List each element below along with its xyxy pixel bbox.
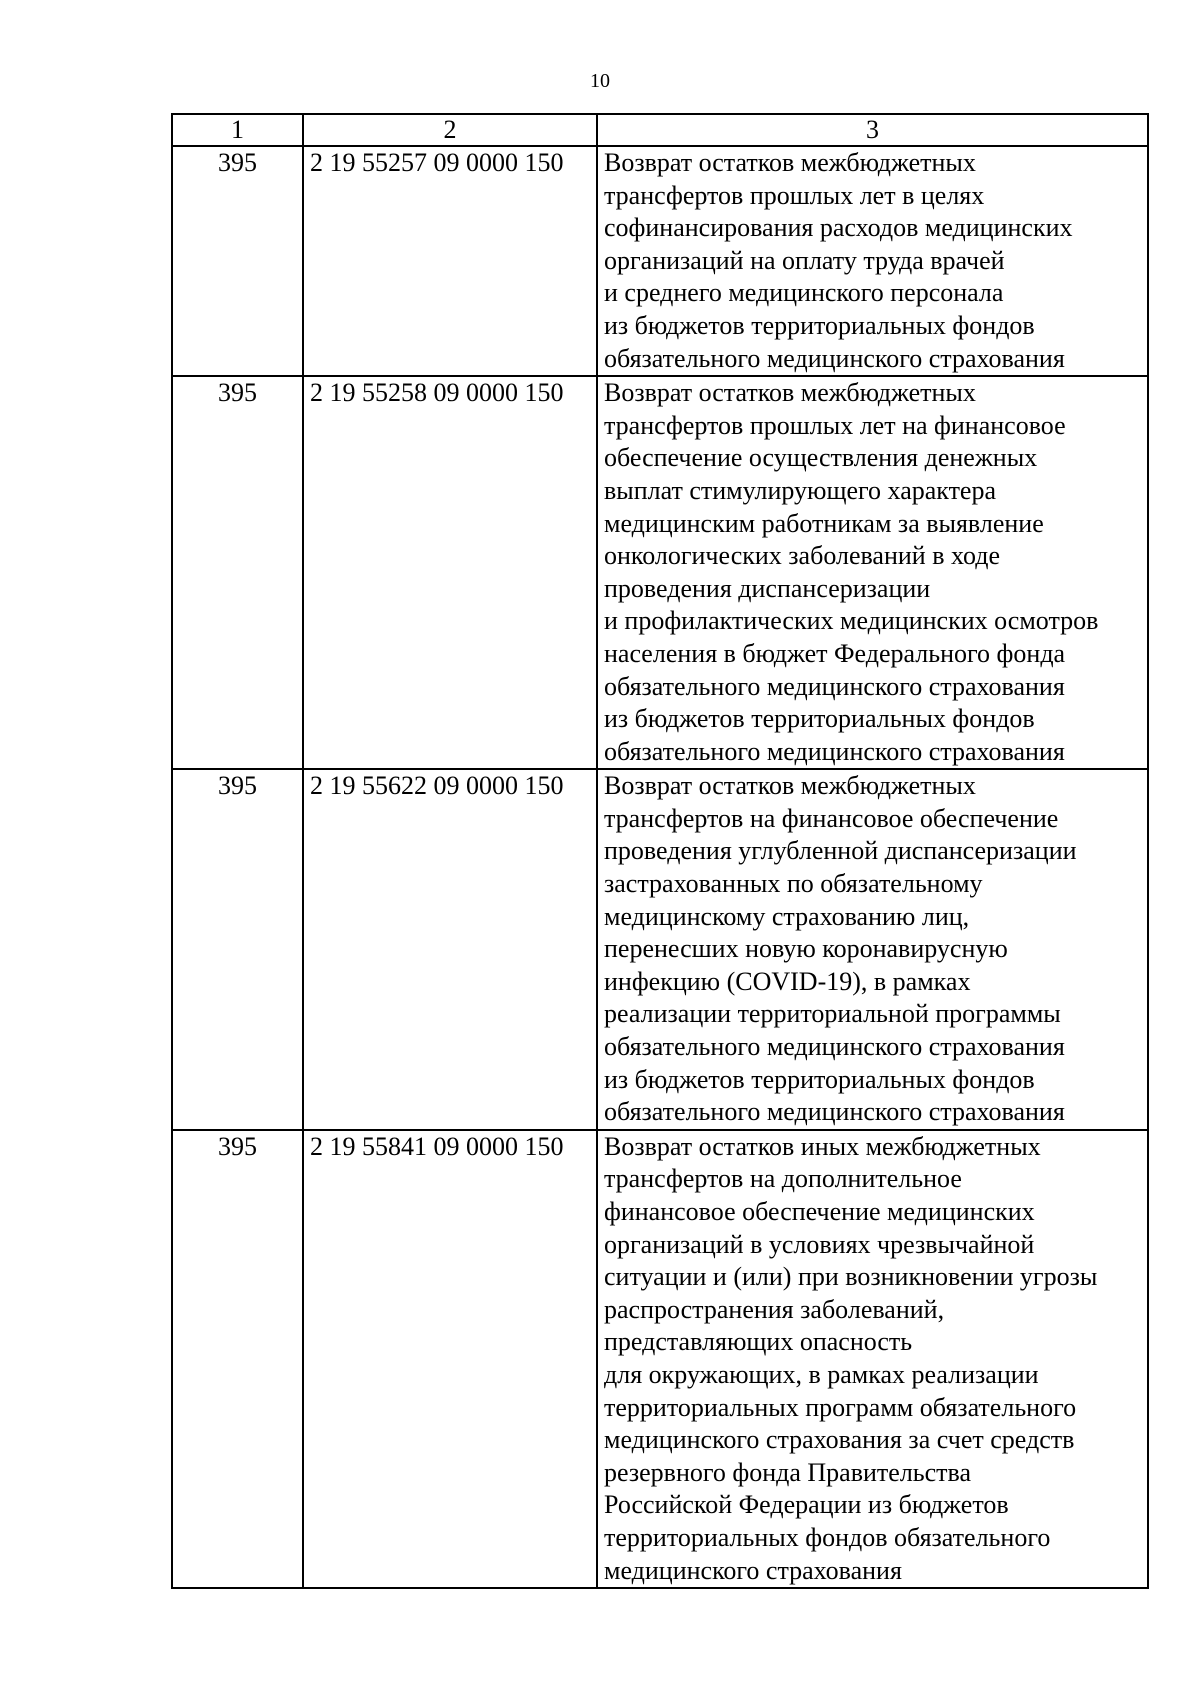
description-line: Российской Федерации из бюджетов xyxy=(604,1490,1009,1520)
description-line: медицинским работникам за выявление xyxy=(604,508,1044,538)
description-line: трансфертов прошлых лет на финансовое xyxy=(604,410,1066,440)
admin-code-cell: 395 xyxy=(172,376,303,769)
description-line: медицинскому страхованию лиц, xyxy=(604,901,970,931)
description-line: выплат стимулирующего характера xyxy=(604,475,997,505)
description-line: и профилактических медицинских осмотров xyxy=(604,606,1099,636)
description-line: Возврат остатков межбюджетных xyxy=(604,148,976,177)
table-header xyxy=(172,114,1148,146)
description-line: медицинского страхования xyxy=(604,1555,902,1585)
description-line: ситуации и (или) при возникновении угрозы xyxy=(604,1262,1098,1292)
admin-code-cell: 395 xyxy=(172,146,303,376)
description-line: Возврат остатков иных межбюджетных xyxy=(604,1131,1041,1161)
description-line: инфекцию (COVID-19), в рамках xyxy=(604,966,971,996)
description-cell xyxy=(597,769,1148,1130)
budget-code-cell: 2 19 55257 09 0000 150 xyxy=(303,146,597,376)
page-number: 10 xyxy=(590,70,610,92)
description-line: обязательного медицинского страхования xyxy=(604,343,1065,373)
admin-code-cell: 395 xyxy=(172,769,303,1130)
description-cell xyxy=(597,376,1148,769)
table-header-row xyxy=(172,114,1148,146)
table-row xyxy=(172,769,1148,1130)
description-line: софинансирования расходов медицинских xyxy=(604,213,1073,243)
description-line: из бюджетов территориальных фондов xyxy=(604,704,1035,734)
description-line: из бюджетов территориальных фондов xyxy=(604,310,1035,340)
description-line: резервного фонда Правительства xyxy=(604,1457,972,1487)
column-header-1: 1 xyxy=(172,114,303,146)
description-line: обязательного медицинского страхования xyxy=(604,1097,1065,1127)
admin-code-cell: 395 xyxy=(172,1130,303,1588)
description-line: территориальных программ обязательного xyxy=(604,1392,1077,1422)
description-line: территориальных фондов обязательного xyxy=(604,1522,1051,1552)
description-line: застрахованных по обязательному xyxy=(604,869,983,899)
description-line: финансовое обеспечение медицинских xyxy=(604,1197,1035,1226)
description-cell xyxy=(597,146,1148,376)
description-line: онкологических заболеваний в ходе xyxy=(604,541,1001,571)
description-line: обязательного медицинского страхования xyxy=(604,1032,1065,1062)
description-line: Возврат остатков межбюджетных xyxy=(604,771,976,801)
table-row xyxy=(172,376,1148,769)
description-line: реализации территориальной программы xyxy=(604,999,1061,1029)
description-line: обязательного медицинского страхования xyxy=(604,736,1065,766)
description-line: трансфертов на дополнительное xyxy=(604,1164,962,1194)
description-line: проведения углубленной диспансеризации xyxy=(604,836,1077,866)
description-line: перенесших новую коронавирусную xyxy=(604,934,1008,964)
description-line: из бюджетов территориальных фондов xyxy=(604,1064,1035,1094)
budget-codes-table xyxy=(171,113,1149,1589)
description-cell xyxy=(597,1130,1148,1588)
description-line: представляющих опасность xyxy=(604,1327,913,1357)
description-line: проведения диспансеризации xyxy=(604,573,931,603)
budget-code-cell: 2 19 55841 09 0000 150 xyxy=(303,1130,597,1588)
description-line: медицинского страхования за счет средств xyxy=(604,1425,1075,1455)
budget-code-cell: 2 19 55258 09 0000 150 xyxy=(303,376,597,769)
description-line: для окружающих, в рамках реализации xyxy=(604,1359,1039,1389)
description-line: и среднего медицинского персонала xyxy=(604,278,1004,308)
description-line: Возврат остатков межбюджетных xyxy=(604,378,976,408)
description-line: распространения заболеваний, xyxy=(604,1294,945,1324)
description-line: обязательного медицинского страхования xyxy=(604,671,1065,701)
description-line: населения в бюджет Федерального фонда xyxy=(604,638,1066,668)
table-row xyxy=(172,1130,1148,1588)
description-line: обеспечение осуществления денежных xyxy=(604,443,1038,473)
column-header-3: 3 xyxy=(597,114,1148,146)
table-body xyxy=(172,146,1148,1588)
table-row xyxy=(172,146,1148,376)
budget-code-cell: 2 19 55622 09 0000 150 xyxy=(303,769,597,1130)
description-line: трансфертов на финансовое обеспечение xyxy=(604,803,1059,833)
description-line: трансфертов прошлых лет в целях xyxy=(604,180,985,210)
column-header-2: 2 xyxy=(303,114,597,146)
description-line: организаций на оплату труда врачей xyxy=(604,245,1005,275)
description-line: организаций в условиях чрезвычайной xyxy=(604,1229,1035,1259)
